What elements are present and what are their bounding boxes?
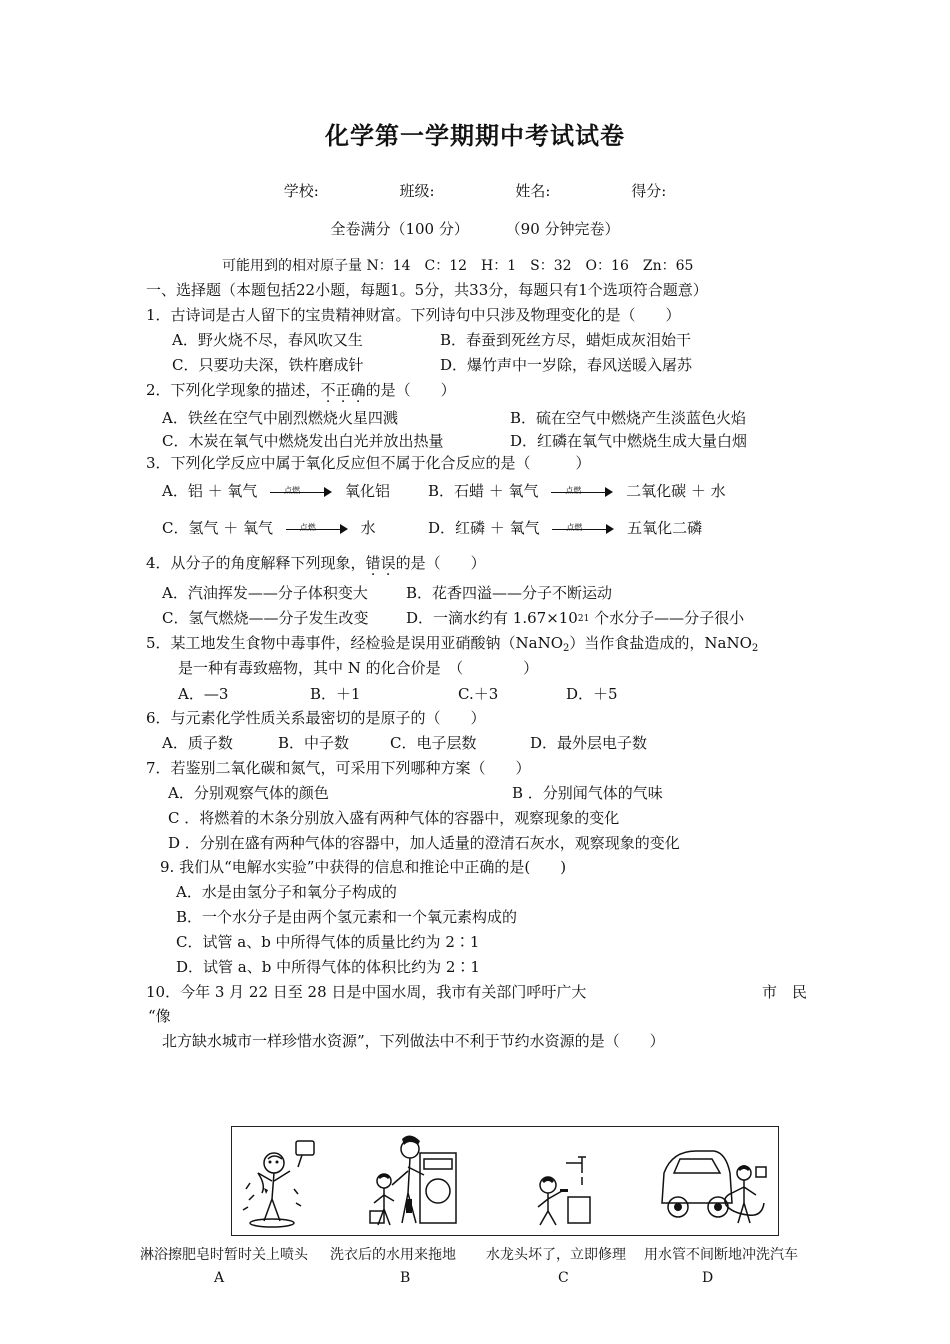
section-heading: 一、选择题（本题包括22小题，每题1。5分，共33分，每题只有1个选项符合题意） bbox=[146, 281, 708, 299]
question-2-option-d: D．红磷在氧气中燃烧生成大量白烟 bbox=[510, 432, 748, 450]
question-3-option-a bbox=[162, 481, 390, 501]
reaction-arrow-icon bbox=[286, 522, 348, 536]
duration: （90 分钟完卷） bbox=[505, 220, 620, 238]
reaction-arrow-icon bbox=[552, 522, 614, 536]
reaction-arrow-icon bbox=[270, 485, 332, 499]
question-5-stem bbox=[146, 633, 758, 659]
student-info-row bbox=[0, 180, 950, 201]
picture-b-caption: 洗衣后的水用来拖地 bbox=[330, 1247, 456, 1263]
products: 五氧化二磷 bbox=[627, 519, 703, 537]
question-1-option-d: D．爆竹声中一岁除，春风送暖入屠苏 bbox=[440, 356, 693, 374]
reactants: C．氢气 ＋ 氧气 bbox=[162, 519, 274, 537]
question-4-option-a: A．汽油挥发——分子体积变大 bbox=[162, 584, 368, 602]
question-2-option-b: B．硫在空气中燃烧产生淡蓝色火焰 bbox=[510, 409, 747, 427]
reaction-condition: 点燃 bbox=[299, 523, 316, 532]
question-10-stem-line3: 北方缺水城市一样珍惜水资源”，下列做法中不利于节约水资源的是（ ） bbox=[162, 1032, 665, 1050]
question-7-option-c: C ．将燃着的木条分别放入盛有两种气体的容器中，观察现象的变化 bbox=[168, 809, 620, 827]
emphasis-char: 不 bbox=[320, 381, 336, 399]
question-5-stem-line2: 是一种有毒致癌物，其中 N 的化合价是 （ ） bbox=[178, 659, 539, 677]
car-washing-illustration bbox=[652, 1133, 772, 1229]
question-2-option-a: A．铁丝在空气中剧烈燃烧火星四溅 bbox=[162, 409, 398, 427]
picture-c-caption: 水龙头坏了，立即修理 bbox=[486, 1247, 626, 1263]
question-5-option-a: A．—3 bbox=[178, 685, 229, 703]
products: 二氧化碳 ＋ 水 bbox=[626, 482, 726, 500]
question-4-option-d bbox=[406, 608, 744, 629]
emphasis-char: 确 bbox=[350, 381, 366, 399]
question-5-option-b: B．＋1 bbox=[310, 685, 361, 703]
question-10-stem-right: 市 民 bbox=[762, 983, 808, 1001]
page-title: 化学第一学期期中考试试卷 bbox=[325, 121, 625, 150]
question-7-option-b: B ．分别闻气体的气味 bbox=[512, 784, 663, 802]
picture-d-caption: 用水管不间断地冲洗汽车 bbox=[644, 1247, 798, 1263]
question-4-option-c: C．氢气燃烧——分子发生改变 bbox=[162, 609, 369, 627]
question-6-option-a: A．质子数 bbox=[162, 734, 233, 752]
atomic-masses: 可能用到的相对原子量 N：14 C：12 H：1 S：32 O：16 Zn：65 bbox=[222, 258, 694, 274]
question-1-option-b: B．春蚕到死丝方尽，蜡炬成灰泪始干 bbox=[440, 331, 692, 349]
question-6-option-b: B．中子数 bbox=[278, 734, 350, 752]
question-7-option-a: A．分别观察气体的颜色 bbox=[168, 784, 329, 802]
question-7-stem: 7．若鉴别二氧化碳和氮气，可采用下列哪种方案（ ） bbox=[146, 759, 531, 777]
question-5-stem-mid: ）当作食盐造成的，NaNO bbox=[569, 634, 752, 652]
reaction-arrow-icon bbox=[551, 485, 613, 499]
reaction-condition: 点燃 bbox=[284, 486, 301, 495]
question-3-stem: 3．下列化学反应中属于氧化反应但不属于化合反应的是（ ） bbox=[146, 454, 591, 472]
faucet-repair-illustration bbox=[522, 1133, 602, 1229]
full-score: 全卷满分（100 分） bbox=[330, 220, 469, 238]
reaction-condition: 点燃 bbox=[566, 523, 583, 532]
picture-d-letter: D bbox=[702, 1270, 714, 1286]
emphasis-char: 错 bbox=[365, 554, 381, 572]
question-6-option-d: D．最外层电子数 bbox=[530, 734, 648, 752]
laundry-illustration bbox=[362, 1133, 472, 1229]
question-9-stem: 9. 我们从“电解水实验”中获得的信息和推论中正确的是( ) bbox=[160, 858, 567, 876]
question-7-option-d: D ．分别在盛有两种气体的容器中，加人适量的澄清石灰水，观察现象的变化 bbox=[168, 834, 680, 852]
question-4-stem-text: 4．从分子的角度解释下列现象， bbox=[146, 554, 366, 572]
question-5-option-d: D．＋5 bbox=[566, 685, 618, 703]
score-label: 得分: bbox=[631, 182, 667, 200]
question-5-option-c: C.＋3 bbox=[458, 685, 499, 703]
question-6-option-c: C．电子层数 bbox=[390, 734, 477, 752]
question-9-option-d: D．试管 a、b 中所得气体的体积比约为 2∶1 bbox=[176, 958, 480, 976]
question-10-stem-line2: “像 bbox=[148, 1007, 171, 1025]
question-4-stem-tail: 的是（ ） bbox=[395, 554, 486, 572]
picture-a-caption: 淋浴擦肥皂时暂时关上喷头 bbox=[140, 1247, 308, 1263]
subscript: 2 bbox=[563, 643, 570, 654]
emphasis-char: 正 bbox=[335, 381, 351, 399]
option-text-tail: 个水分子——分子很小 bbox=[589, 609, 745, 627]
question-9-option-b: B．一个水分子是由两个氢元素和一个氧元素构成的 bbox=[176, 908, 518, 926]
question-4-stem bbox=[146, 553, 486, 573]
school-label: 学校: bbox=[283, 182, 319, 200]
exponent: 21 bbox=[577, 614, 590, 624]
reactants: A．铝 ＋ 氧气 bbox=[162, 482, 258, 500]
picture-b-letter: B bbox=[400, 1270, 411, 1286]
question-6-stem: 6．与元素化学性质关系最密切的是原子的（ ） bbox=[146, 709, 486, 727]
water-saving-illustrations bbox=[231, 1126, 779, 1236]
question-2-option-c: C．木炭在氧气中燃烧发出白光并放出热量 bbox=[162, 432, 444, 450]
option-text: D．一滴水约有 1.67×10 bbox=[406, 609, 578, 627]
question-10-stem-line1: 10．今年 3 月 22 日至 28 日是中国水周，我市有关部门呼吁广大 bbox=[146, 983, 587, 1001]
picture-c-letter: C bbox=[558, 1270, 569, 1286]
exam-meta-row bbox=[0, 218, 950, 239]
question-1-option-c: C．只要功夫深，铁杵磨成针 bbox=[172, 356, 364, 374]
emphasis-char: 误 bbox=[380, 554, 396, 572]
question-9-option-a: A．水是由氢分子和氧分子构成的 bbox=[176, 883, 397, 901]
question-2-stem-text: 2．下列化学现象的描述， bbox=[146, 381, 321, 399]
question-4-option-b: B．花香四溢——分子不断运动 bbox=[406, 584, 613, 602]
question-3-option-c bbox=[162, 518, 376, 538]
reaction-condition: 点燃 bbox=[565, 486, 582, 495]
subscript: 2 bbox=[751, 643, 759, 654]
class-label: 班级: bbox=[399, 182, 435, 200]
question-1-stem: 1．古诗词是古人留下的宝贵精神财富。下列诗句中只涉及物理变化的是（ ） bbox=[146, 306, 681, 324]
products: 水 bbox=[360, 519, 376, 537]
shower-illustration bbox=[238, 1133, 328, 1229]
question-3-option-d bbox=[428, 518, 702, 538]
question-1-option-a: A．野火烧不尽，春风吹又生 bbox=[172, 331, 363, 349]
question-5-stem-text: 5．某工地发生食物中毒事件，经检验是误用亚硝酸钠（NaNO bbox=[146, 634, 564, 652]
question-3-option-b bbox=[428, 481, 726, 501]
question-2-stem-tail: 的是（ ） bbox=[365, 381, 456, 399]
picture-a-letter: A bbox=[214, 1270, 225, 1286]
name-label: 姓名: bbox=[515, 182, 551, 200]
question-2-stem bbox=[146, 380, 456, 400]
products: 氧化铝 bbox=[344, 482, 390, 500]
reactants: B．石蜡 ＋ 氧气 bbox=[428, 482, 539, 500]
question-9-option-c: C．试管 a、b 中所得气体的质量比约为 2∶1 bbox=[176, 933, 480, 951]
reactants: D．红磷 ＋ 氧气 bbox=[428, 519, 540, 537]
